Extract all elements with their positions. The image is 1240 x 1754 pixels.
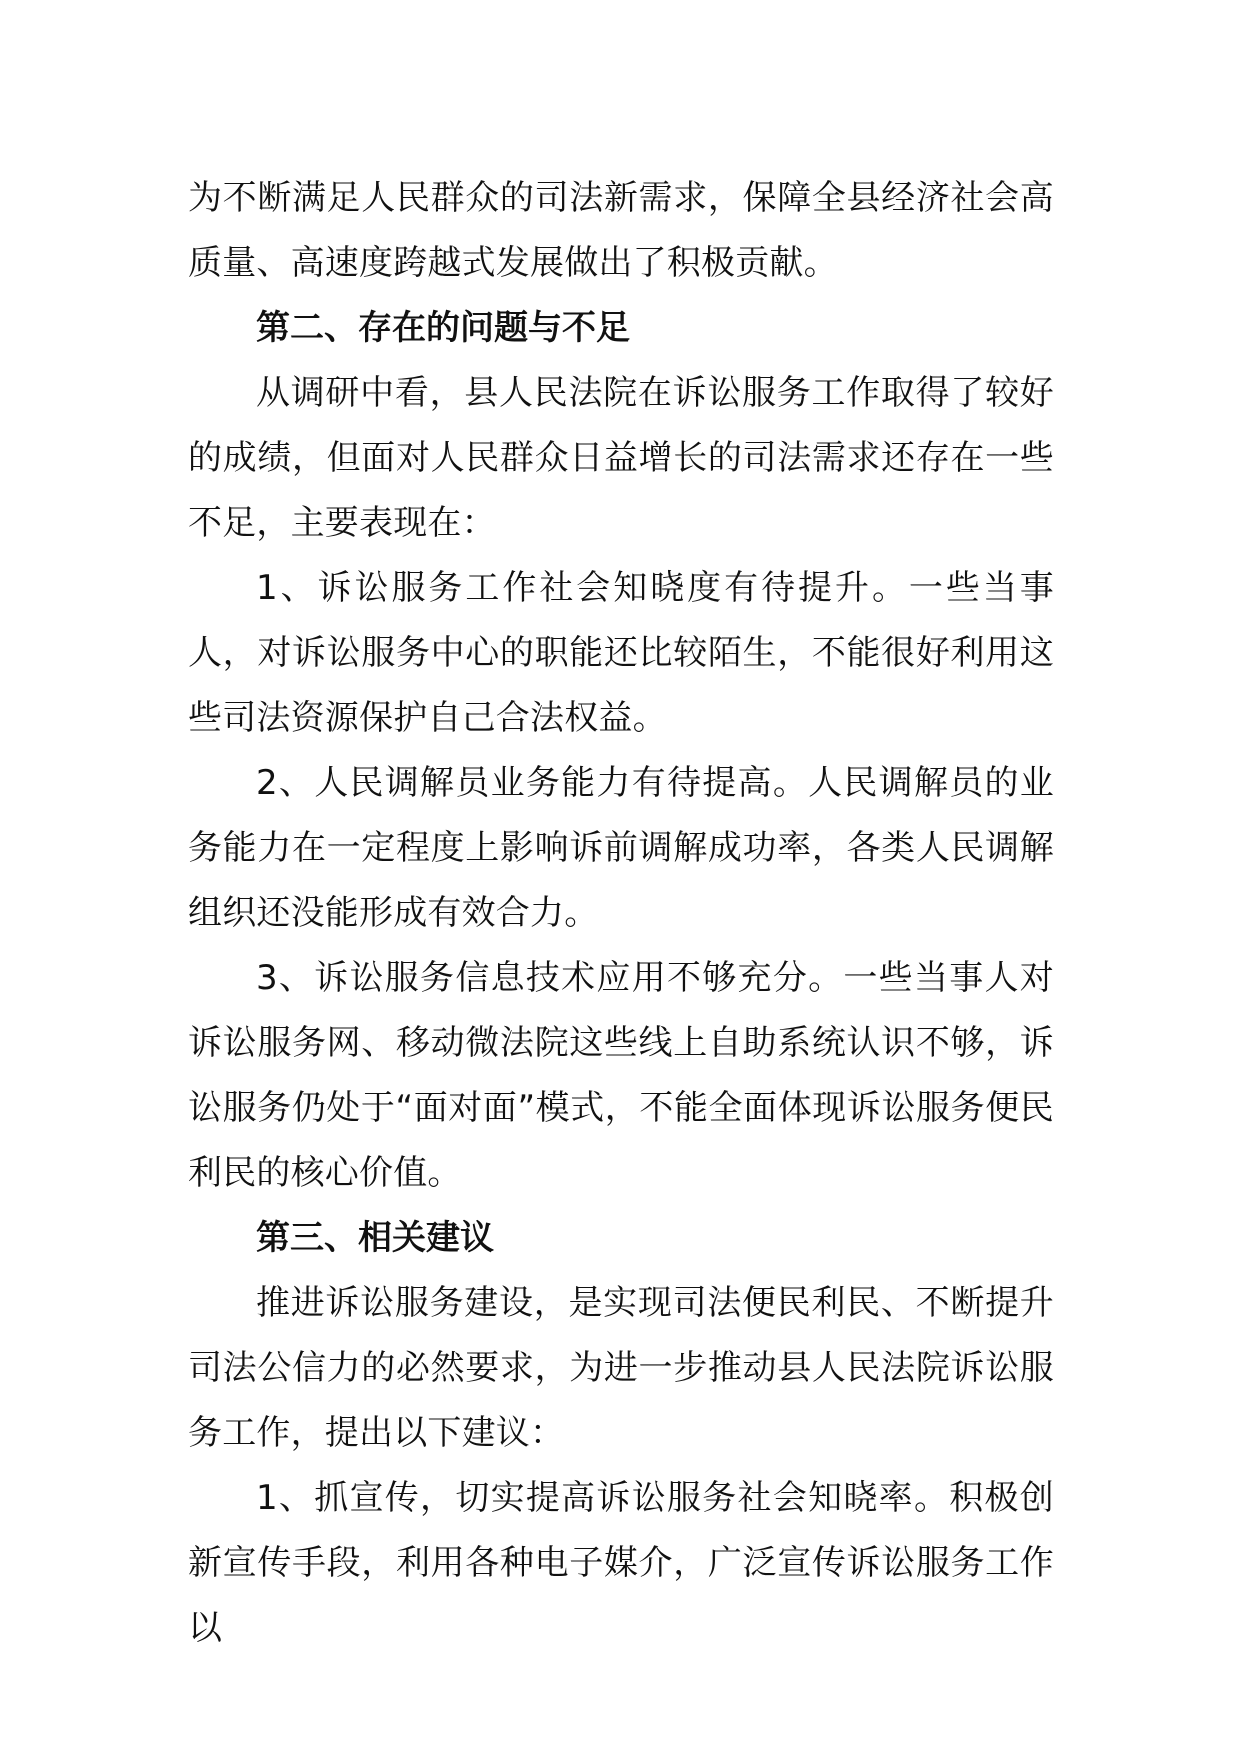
- paragraph-problem-1: 1、诉讼服务工作社会知晓度有待提升。一些当事人，对诉讼服务中心的职能还比较陌生，不能很好利用这些司法资源保护自己合法权益。: [188, 568, 1054, 738]
- section-heading-suggestions: 第三、相关建议: [256, 1218, 494, 1258]
- paragraph-problems-summary: 从调研中看，县人民法院在诉讼服务工作取得了较好的成绩，但面对人民群众日益增长的司法需求还存在一些不足，主要表现在：: [188, 373, 1054, 543]
- paragraph-problem-2: 2、人民调解员业务能力有待提高。人民调解员的业务能力在一定程度上影响诉前调解成功率，各类人民调解组织还没能形成有效合力。: [188, 763, 1054, 933]
- document-body: [188, 166, 1054, 1661]
- paragraph-problem-3: 3、诉讼服务信息技术应用不够充分。一些当事人对诉讼服务网、移动微法院这些线上自助系统认识不够，诉讼服务仍处于“面对面”模式，不能全面体现诉讼服务便民利民的核心价值。: [188, 958, 1054, 1193]
- paragraph-intro-continuation: 为不断满足人民群众的司法新需求，保障全县经济社会高质量、高速度跨越式发展做出了积极贡献。: [188, 178, 1054, 283]
- paragraph-suggestion-1: 1、抓宣传，切实提高诉讼服务社会知晓率。积极创新宣传手段，利用各种电子媒介，广泛宣传诉讼服务工作以: [188, 1478, 1054, 1648]
- paragraph-suggestions-summary: 推进诉讼服务建设，是实现司法便民利民、不断提升司法公信力的必然要求，为进一步推动县人民法院诉讼服务工作，提出以下建议：: [188, 1283, 1054, 1453]
- section-heading-problems: 第二、存在的问题与不足: [256, 308, 630, 348]
